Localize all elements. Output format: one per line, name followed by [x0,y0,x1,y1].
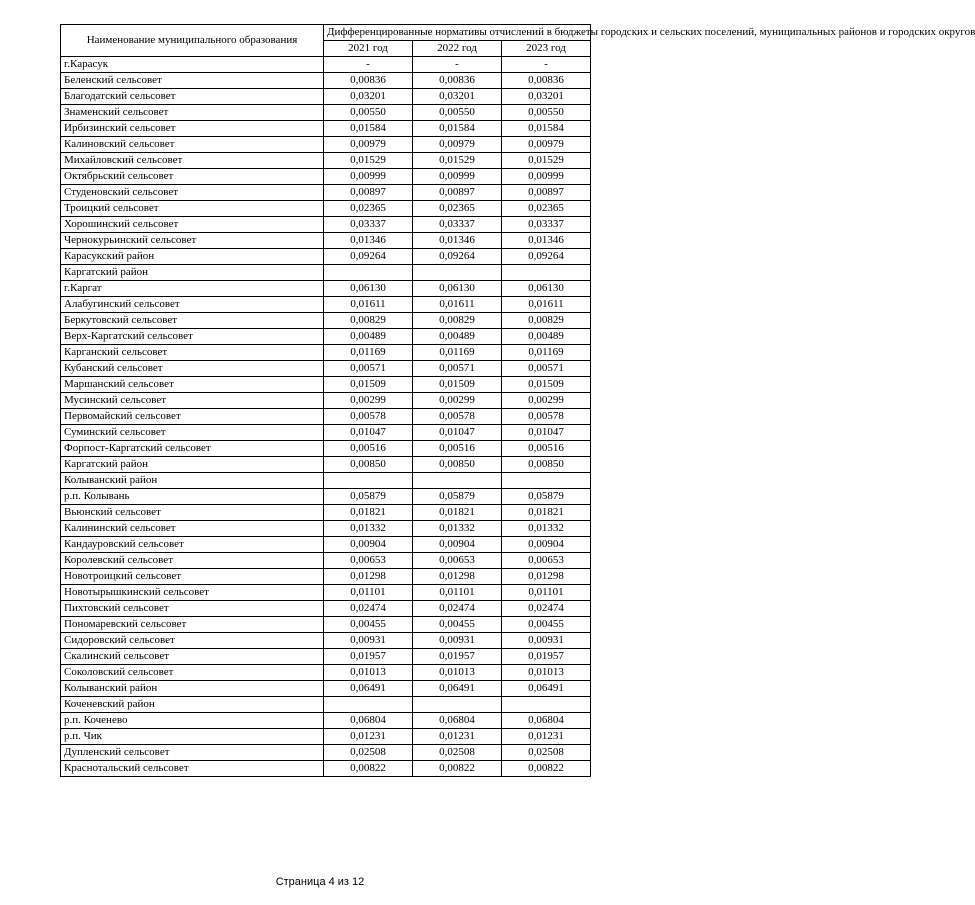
norm-value-2022: 0,06130 [413,281,502,297]
table-row [61,761,591,777]
table-row [61,217,591,233]
norm-value-2021: 0,02508 [324,745,413,761]
norm-value-2021: 0,05879 [324,489,413,505]
table-row [61,457,591,473]
table-row [61,441,591,457]
norm-value-2023 [502,473,591,489]
municipality-name: Благодатский сельсовет [61,89,324,105]
table-row [61,89,591,105]
municipality-name: г.Каргат [61,281,324,297]
municipality-name: р.п. Чик [61,729,324,745]
norm-value-2023: 0,01529 [502,153,591,169]
district-header-row [61,697,591,713]
table-row [61,489,591,505]
norm-value-2023: 0,00822 [502,761,591,777]
norm-value-2021: 0,01013 [324,665,413,681]
norm-value-2021: 0,09264 [324,249,413,265]
table-row [61,249,591,265]
table-row [61,361,591,377]
norm-value-2022: 0,02508 [413,745,502,761]
norm-value-2022: 0,00836 [413,73,502,89]
norm-value-2021: 0,02365 [324,201,413,217]
municipality-name: Новотроицкий сельсовет [61,569,324,585]
norm-value-2021: 0,01957 [324,649,413,665]
table-row [61,73,591,89]
norm-value-2021: 0,00578 [324,409,413,425]
municipality-name: Форпост-Каргатский сельсовет [61,441,324,457]
norm-value-2021: 0,01047 [324,425,413,441]
table-row [61,537,591,553]
norm-value-2022: 0,01957 [413,649,502,665]
norm-value-2023: 0,01346 [502,233,591,249]
norm-value-2022: 0,00931 [413,633,502,649]
table-row [61,505,591,521]
norm-value-2021: 0,00979 [324,137,413,153]
norm-value-2023: 0,01332 [502,521,591,537]
norm-value-2022: - [413,57,502,73]
norm-value-2021: 0,00822 [324,761,413,777]
norm-value-2021: 0,01332 [324,521,413,537]
norm-value-2021: 0,01298 [324,569,413,585]
norm-value-2022: 0,00850 [413,457,502,473]
norm-value-2022: 0,00904 [413,537,502,553]
norm-value-2022: 0,09264 [413,249,502,265]
municipality-name: Пономаревский сельсовет [61,617,324,633]
table-row [61,121,591,137]
norm-value-2021: 0,01584 [324,121,413,137]
norm-value-2021: 0,06130 [324,281,413,297]
norm-value-2022: 0,00829 [413,313,502,329]
municipality-name: Хорошинский сельсовет [61,217,324,233]
norm-value-2023: 0,00829 [502,313,591,329]
norm-value-2023: 0,00516 [502,441,591,457]
municipality-name: Новотырышкинский сельсовет [61,585,324,601]
norm-value-2022 [413,697,502,713]
table-row [61,569,591,585]
norm-value-2022: 0,00550 [413,105,502,121]
norm-value-2023: 0,02474 [502,601,591,617]
norm-value-2023: 0,03201 [502,89,591,105]
municipality-name: Кандауровский сельсовет [61,537,324,553]
norm-value-2023: 0,01821 [502,505,591,521]
norm-value-2021: 0,00299 [324,393,413,409]
norm-value-2023: - [502,57,591,73]
municipality-name: Верх-Каргатский сельсовет [61,329,324,345]
norm-value-2022: 0,03337 [413,217,502,233]
norm-value-2022: 0,01231 [413,729,502,745]
norm-value-2023: 0,01611 [502,297,591,313]
table-row [61,745,591,761]
norm-value-2023: 0,00904 [502,537,591,553]
norm-value-2023: 0,00299 [502,393,591,409]
municipality-name: Королевский сельсовет [61,553,324,569]
norm-value-2021: 0,01101 [324,585,413,601]
municipality-name: Колыванский район [61,473,324,489]
norm-value-2023: 0,01957 [502,649,591,665]
norm-value-2022: 0,06491 [413,681,502,697]
norm-value-2021: 0,00850 [324,457,413,473]
norm-value-2021: 0,00836 [324,73,413,89]
norm-value-2022: 0,01013 [413,665,502,681]
norm-value-2021 [324,697,413,713]
norm-value-2022: 0,00455 [413,617,502,633]
norm-value-2021: 0,01509 [324,377,413,393]
norm-value-2021: 0,00550 [324,105,413,121]
municipality-name: Мусинский сельсовет [61,393,324,409]
norm-value-2021: 0,00931 [324,633,413,649]
norm-value-2023: 0,02365 [502,201,591,217]
norm-value-2021: 0,03337 [324,217,413,233]
norm-value-2021: 0,01529 [324,153,413,169]
municipality-name: Ирбизинский сельсовет [61,121,324,137]
municipality-name: Пихтовский сельсовет [61,601,324,617]
norm-value-2021: 0,06804 [324,713,413,729]
norm-value-2023 [502,697,591,713]
norm-value-2023: 0,00897 [502,185,591,201]
norm-value-2022: 0,01346 [413,233,502,249]
table-row [61,409,591,425]
norm-value-2021: 0,03201 [324,89,413,105]
norm-value-2021 [324,265,413,281]
municipality-name: р.п. Коченево [61,713,324,729]
table-row [61,137,591,153]
norm-value-2023: 0,06804 [502,713,591,729]
table-row [61,329,591,345]
norm-value-2022: 0,01529 [413,153,502,169]
norm-value-2021: 0,01231 [324,729,413,745]
municipality-name: Октябрьский сельсовет [61,169,324,185]
norm-value-2023: 0,00550 [502,105,591,121]
norm-value-2021: 0,00489 [324,329,413,345]
norm-value-2021: 0,01346 [324,233,413,249]
norm-value-2023: 0,00979 [502,137,591,153]
municipality-name: Каргатский район [61,457,324,473]
municipality-name: Троицкий сельсовет [61,201,324,217]
norm-value-2023: 0,00850 [502,457,591,473]
norm-value-2023: 0,00653 [502,553,591,569]
table-row [61,521,591,537]
table-row [61,185,591,201]
table-row [61,377,591,393]
norm-value-2023: 0,01169 [502,345,591,361]
norm-value-2023: 0,00571 [502,361,591,377]
table-row [61,601,591,617]
norm-value-2023: 0,00836 [502,73,591,89]
norm-value-2021: 0,00999 [324,169,413,185]
norm-value-2022: 0,00489 [413,329,502,345]
norm-value-2023: 0,01584 [502,121,591,137]
table-row [61,713,591,729]
norm-value-2022: 0,01509 [413,377,502,393]
norm-value-2022: 0,00578 [413,409,502,425]
norm-value-2022: 0,05879 [413,489,502,505]
table-row [61,313,591,329]
norm-value-2021: 0,00829 [324,313,413,329]
norm-value-2022: 0,03201 [413,89,502,105]
header-year-2022: 2022 год [413,41,502,57]
norm-value-2022: 0,00516 [413,441,502,457]
municipality-name: Алабугинский сельсовет [61,297,324,313]
table-row [61,281,591,297]
header-municipality: Наименование муниципального образования [61,25,324,57]
norm-value-2022: 0,01169 [413,345,502,361]
norm-value-2022: 0,00822 [413,761,502,777]
table-row [61,105,591,121]
municipality-name: Каргатский район [61,265,324,281]
norm-value-2023: 0,00931 [502,633,591,649]
municipality-name: Студеновский сельсовет [61,185,324,201]
table-row [61,233,591,249]
municipality-name: Чернокурьинский сельсовет [61,233,324,249]
norm-value-2021: 0,00516 [324,441,413,457]
table-row [61,617,591,633]
district-header-row [61,265,591,281]
municipality-name: Маршанский сельсовет [61,377,324,393]
page-number: Страница 4 из 12 [275,876,365,888]
table-row [61,201,591,217]
norm-value-2023: 0,01047 [502,425,591,441]
municipality-name: Коченевский район [61,697,324,713]
norm-value-2023: 0,00578 [502,409,591,425]
norm-value-2022: 0,02365 [413,201,502,217]
norm-value-2022: 0,02474 [413,601,502,617]
norm-value-2023 [502,265,591,281]
municipality-name: Карганский сельсовет [61,345,324,361]
norm-value-2022: 0,00999 [413,169,502,185]
municipality-name: Кубанский сельсовет [61,361,324,377]
table-row [61,665,591,681]
norm-value-2022: 0,00571 [413,361,502,377]
norm-value-2023: 0,09264 [502,249,591,265]
municipality-name: Первомайский сельсовет [61,409,324,425]
norm-value-2022: 0,01101 [413,585,502,601]
district-header-row [61,473,591,489]
norm-value-2022: 0,00653 [413,553,502,569]
norm-value-2023: 0,03337 [502,217,591,233]
norm-value-2023: 0,00455 [502,617,591,633]
norm-value-2021: 0,00897 [324,185,413,201]
municipality-name: Калиновский сельсовет [61,137,324,153]
municipality-name: Краснотальский сельсовет [61,761,324,777]
norm-value-2021: 0,06491 [324,681,413,697]
municipality-name: Вьюнский сельсовет [61,505,324,521]
norm-value-2022: 0,01047 [413,425,502,441]
norm-value-2021: 0,00571 [324,361,413,377]
norm-value-2021: 0,00904 [324,537,413,553]
norm-value-2021 [324,473,413,489]
norm-value-2021: 0,01821 [324,505,413,521]
municipality-name: Карасукский район [61,249,324,265]
norm-value-2023: 0,01298 [502,569,591,585]
norm-value-2023: 0,06491 [502,681,591,697]
table-row [61,169,591,185]
table-body [61,57,591,777]
norm-value-2023: 0,02508 [502,745,591,761]
norm-value-2021: - [324,57,413,73]
norm-value-2023: 0,01231 [502,729,591,745]
table-row [61,57,591,73]
norm-value-2023: 0,01013 [502,665,591,681]
norm-value-2023: 0,01509 [502,377,591,393]
municipality-name: Суминский сельсовет [61,425,324,441]
table-row [61,425,591,441]
norm-value-2023: 0,00999 [502,169,591,185]
municipality-name: Соколовский сельсовет [61,665,324,681]
norm-value-2021: 0,00653 [324,553,413,569]
norm-value-2022 [413,473,502,489]
norm-value-2021: 0,00455 [324,617,413,633]
norm-value-2022 [413,265,502,281]
municipality-name: Сидоровский сельсовет [61,633,324,649]
municipality-name: р.п. Колывань [61,489,324,505]
norm-value-2023: 0,01101 [502,585,591,601]
norm-value-2023: 0,00489 [502,329,591,345]
municipality-name: Знаменский сельсовет [61,105,324,121]
norm-value-2022: 0,06804 [413,713,502,729]
norm-value-2022: 0,01298 [413,569,502,585]
norm-value-2021: 0,01169 [324,345,413,361]
municipality-name: г.Карасук [61,57,324,73]
table-row [61,345,591,361]
norm-value-2021: 0,02474 [324,601,413,617]
header-year-2021: 2021 год [324,41,413,57]
norm-value-2022: 0,01821 [413,505,502,521]
norm-value-2021: 0,01611 [324,297,413,313]
header-norms: Дифференцированные нормативы отчислений в бюджеты городских и сельских поселений, муниципальных районов и городских округов [324,25,591,41]
norm-value-2023: 0,05879 [502,489,591,505]
table-row [61,585,591,601]
norm-value-2022: 0,01611 [413,297,502,313]
norm-value-2022: 0,00979 [413,137,502,153]
municipality-name: Скалинский сельсовет [61,649,324,665]
norm-value-2022: 0,00299 [413,393,502,409]
municipality-name: Михайловский сельсовет [61,153,324,169]
table-row [61,649,591,665]
norm-value-2022: 0,01584 [413,121,502,137]
table-row [61,729,591,745]
norm-value-2023: 0,06130 [502,281,591,297]
table-row [61,681,591,697]
norm-value-2022: 0,00897 [413,185,502,201]
header-year-2023: 2023 год [502,41,591,57]
norm-value-2022: 0,01332 [413,521,502,537]
table-row [61,393,591,409]
table-row [61,633,591,649]
table-row [61,153,591,169]
table-row [61,297,591,313]
table-row [61,553,591,569]
municipality-name: Калининский сельсовет [61,521,324,537]
municipality-name: Колыванский район [61,681,324,697]
municipality-name: Беркутовский сельсовет [61,313,324,329]
municipality-name: Дупленский сельсовет [61,745,324,761]
norms-table [60,24,975,777]
municipality-name: Беленский сельсовет [61,73,324,89]
